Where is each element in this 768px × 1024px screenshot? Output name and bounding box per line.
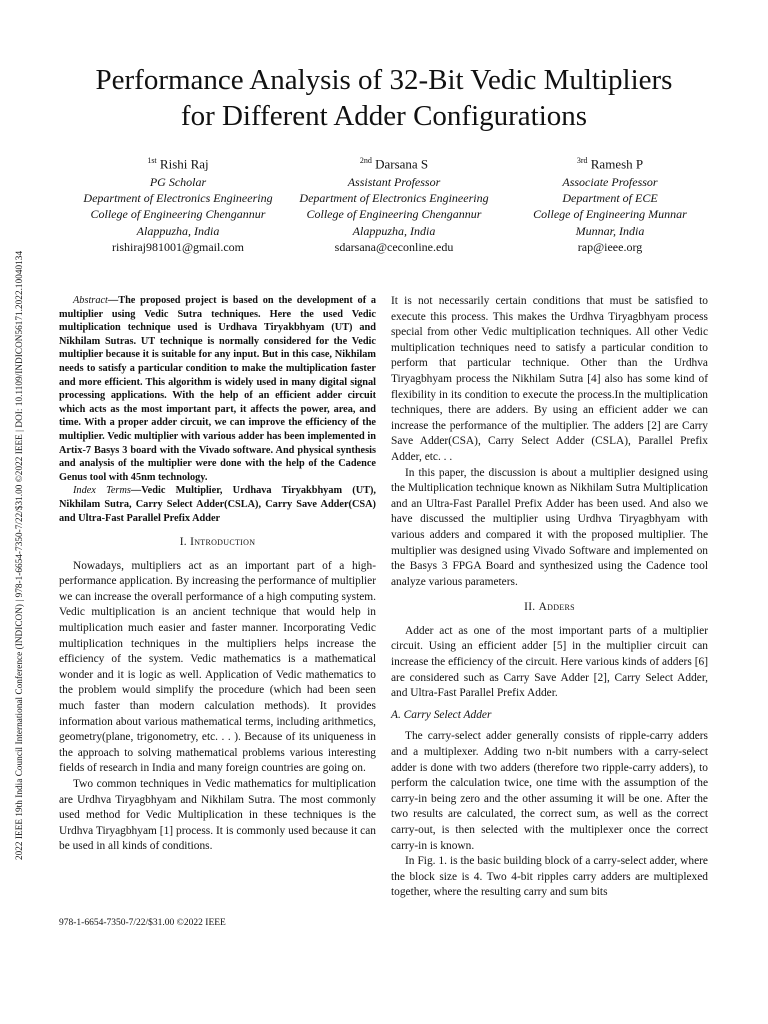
author-2-role: Assistant Professor <box>347 174 441 189</box>
author-2-name: Darsana S <box>375 156 429 172</box>
side-citation-text: 2022 IEEE 19th India Council International Conference (INDICON) | 978-1-6654-7350-7/22/$31.00 ©2022 IEEE | DOI: 10.1109/INDICON56171.2022.10040134 <box>14 250 24 860</box>
adders-paragraph-1: Adder act as one of the most important parts of a multiplier circuit. Using an efficient adder [5] in the multiplier circuit can increase the efficiency of the circuit. Here various kinds of adders [6] are considered such as Carry Save Adder [2], Carry Select Adder, and Ultra-Fast Parallel Prefix Adder. <box>391 624 708 700</box>
copyright-footer: 978-1-6654-7350-7/22/$31.00 ©2022 IEEE <box>59 918 226 928</box>
sec2-title: Adders <box>538 601 575 614</box>
author-1-email: rishiraj981001@gmail.com <box>111 239 245 254</box>
section-heading-adders <box>391 600 708 616</box>
sec1-number: I. <box>179 536 187 549</box>
abstract-text: —The proposed project is based on the development of a multiplier using Vedic Sutra techniques. Here the used Vedic multiplication technique used is Urdhava Tiryakbhyam (UT) and Nikhilam Sutras. UT technique is normally considered for the Vedic multiplier because it is suitable for any input. But in this case, Nikhilam needs to satisfy a particular condition to make the multiplication faster and more efficient. This algorithm is widely used in many digital signal processing applications. With the help of an efficient adder circuit which acts as the most important part, it affects the power, area, and time. With a proper adder circuit, we can improve the efficiency of the multiplier. Vedic multiplier with various adder has been implemented in Artix-7 Basys 3 board with the Vivado software. And physical synthesis and analysis of the multiplier were done with the help of the Cadence Genus tool with 45nm technology. <box>59 295 376 483</box>
csla-paragraph-2: In Fig. 1. is the basic building block of a carry-select adder, where the block size is 4. Two 4-bit ripples carry adders are multiplexed together, where the resulting carry and sum bits <box>391 855 708 899</box>
author-1-location: Alappuzha, India <box>136 223 220 238</box>
index-terms-text: —Vedic Multiplier, Urdhava Tiryakbhyam (UT), Nikhilam Sutra, Carry Select Adder(CSLA), Carry Save Adder(CSA) and Ultra-Fast Parallel Prefix Adder <box>59 485 376 524</box>
author-1-dept: Department of Electronics Engineering <box>83 190 273 205</box>
author-2-ordinal: 2nd <box>359 156 372 165</box>
author-block <box>70 153 718 255</box>
right-column <box>391 294 708 901</box>
index-terms <box>59 484 376 525</box>
intro-paragraph-1: Nowadays, multipliers act as an important part of a high-performance application. By increasing the performance of multiplier we can increase the overall performance of a high computing system. Vedic multiplication is an ancient technique that would help in multiplication much easier and faster manner. Incorporating Vedic multiplication techniques in the multipliers helps increase the efficiency of the system. Vedic mathematics is a mathematical wonder and it is logic as well. Application of Vedic mathematics to the problem would simplify the procedure (which had been seen much faster than modern calculation methods). It provides information about various mathematical terms, including arithmetics, geometry(plane, trigonometry, etc. . . ). Because of its uniqueness in the approach to solving mathematical problems various interesting fields of research in India and many foreign countries are going on. <box>59 559 376 775</box>
abstract-label: Abstract <box>73 295 108 306</box>
right-paragraph-1: It is not necessarily certain conditions that must be satisfied to execute this process. This makes the Urdhva Tiryagbhyam process special from other Vedic multiplication techniques. All other Vedic multiplication techniques need to satisfy a particular condition to perform that particular technique. Other than the Urdhva Tiryagbhyam process the Nikhilam Sutra [4] also has some kind of flexibility in its condition to execute the process.In the multiplication techniques, there are adders. By using an efficient adder we can increase the performance of the multiplier. The adders [2] are Carry Save Adder(CSA), Carry Select Adder (CSLA), Parallel Prefix Adder, etc. . . <box>391 295 708 463</box>
author-3-location: Munnar, India <box>575 223 645 238</box>
title-line-2: for Different Adder Configurations <box>180 100 588 132</box>
sec1-title: Introduction <box>190 536 256 549</box>
abstract <box>59 294 376 484</box>
author-1-role: PG Scholar <box>149 174 207 189</box>
author-1-ordinal: 1st <box>147 156 157 165</box>
section-heading-introduction <box>59 535 376 551</box>
author-1-college: College of Engineering Chengannur <box>90 207 266 222</box>
sec2-number: II. <box>524 601 536 614</box>
right-paragraph-2: In this paper, the discussion is about a multiplier designed using the Multiplication technique known as Nikhilam Sutra Multiplication and an Ultra-Fast Parallel Prefix Adder has been used. And also we have discussed the multiplier using Urdhva Tiryagbhyam with various adders and compared it with the proposed multiplier. The multiplier was designed using Vivado Software and implemented on the Basys 3 FPGA Board and synthesized using the Cadence tool analyze various parameters. <box>391 466 708 588</box>
author-1 <box>70 153 286 255</box>
author-3 <box>502 153 718 255</box>
index-terms-label: Index Terms <box>73 485 131 497</box>
author-2-location: Alappuzha, India <box>352 223 436 238</box>
intro-paragraph-2: Two common techniques in Vedic mathematics for multiplication are Urdhva Tiryagbhyam and Nikhilam Sutra. The most commonly used method for Vedic Multiplication in these techniques is the Urdhva Tiryagbhyam [1] process. It is commonly used because it can be used in all kinds of conditions. <box>59 778 376 853</box>
left-column <box>59 294 376 855</box>
author-3-college: College of Engineering Munnar <box>533 207 687 222</box>
author-1-name: Rishi Raj <box>159 156 209 172</box>
subsection-heading-csla: A. Carry Select Adder <box>391 708 492 721</box>
paper-title <box>40 62 728 134</box>
author-2-email: sdarsana@ceconline.edu <box>334 239 454 254</box>
author-2-college: College of Engineering Chengannur <box>306 207 482 222</box>
side-citation <box>14 170 28 860</box>
author-3-email: rap@ieee.org <box>577 239 643 254</box>
author-3-ordinal: 3rd <box>576 156 588 165</box>
author-2 <box>286 153 502 255</box>
csla-paragraph-1: The carry-select adder generally consists of ripple-carry adders and a multiplexer. Adding two n-bit numbers with a carry-select adder is done with two adders (therefore two ripple-carry adders), to perform the calculation twice, one time with the assumption of the carry-in being zero and the other assuming it will be one. After the two results are calculated, the correct sum, as well as the correct carry-out, is then selected with the multiplexer once the correct carry-in is known. <box>391 730 708 852</box>
author-3-dept: Department of ECE <box>562 190 658 205</box>
author-3-role: Associate Professor <box>562 174 658 189</box>
title-line-1: Performance Analysis of 32-Bit Vedic Multipliers <box>95 64 673 96</box>
author-2-dept: Department of Electronics Engineering <box>299 190 489 205</box>
author-3-name: Ramesh P <box>590 156 644 172</box>
